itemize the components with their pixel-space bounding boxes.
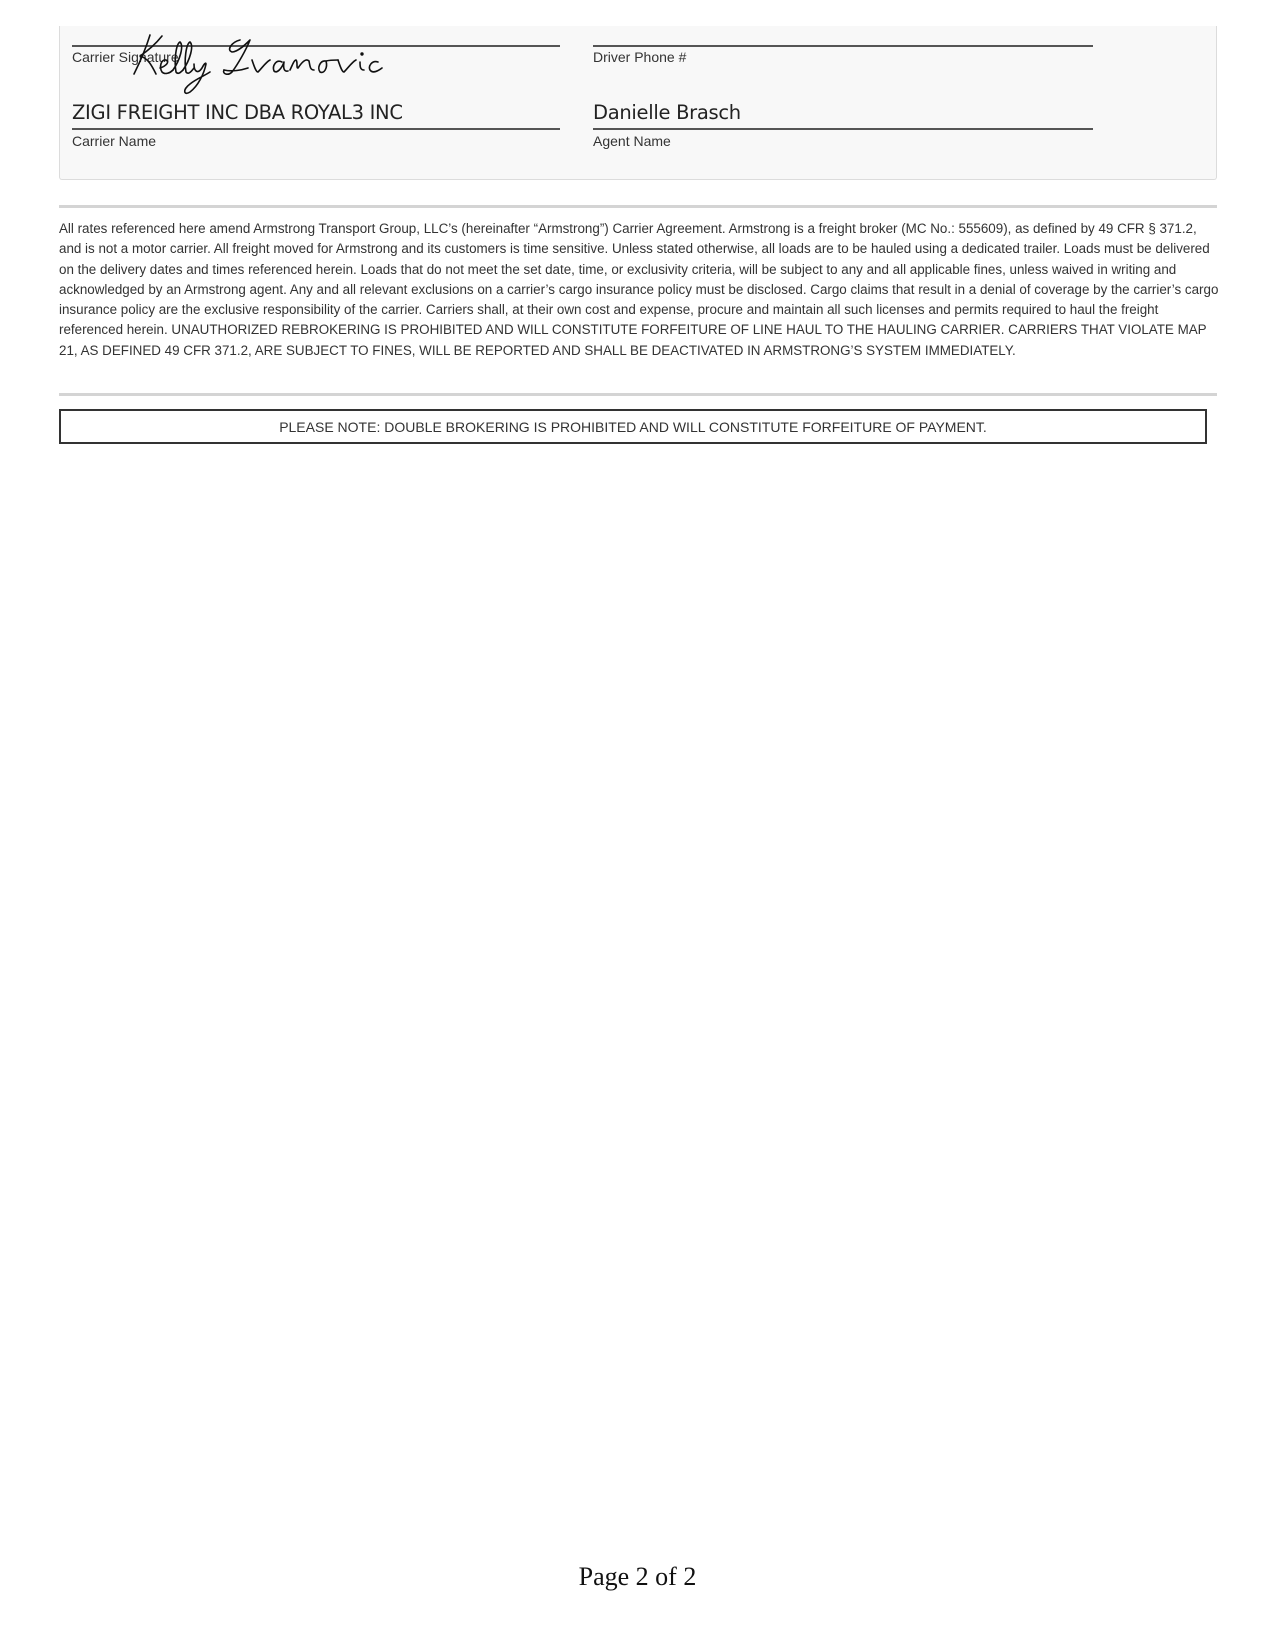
agent-name-value: Danielle Brasch (593, 101, 741, 124)
terms-top-divider (59, 205, 1217, 208)
agent-name-label: Agent Name (593, 133, 671, 149)
page-number: Page 2 of 2 (578, 1562, 697, 1591)
carrier-name-field[interactable] (72, 98, 560, 148)
carrier-name-label: Carrier Name (72, 133, 157, 149)
carrier-signature-image (128, 30, 388, 100)
driver-phone-field[interactable] (593, 26, 1093, 66)
agent-name-field[interactable] (593, 98, 1093, 148)
agent-name-line (593, 128, 1093, 130)
terms-bottom-divider (59, 393, 1217, 396)
carrier-name-line (72, 128, 560, 130)
terms-paragraph: All rates referenced here amend Armstrong Transport Group, LLC’s (hereinafter “Armstrong”) Carrier Agreement. Armstrong is a freight broker (MC No.: 555609), as defined by 49 CFR § 371.2, and is not a motor carrier. All freight moved for Armstrong and its customers is time sensitive. Unless stated otherwise, all loads are to be hauled using a dedicated trailer. Loads must be delivered on the delivery dates and times referenced herein. Loads that do not meet the set date, time, or exclusivity criteria, will be subject to any and all applicable fines, unless waived in writing and acknowledged by an Armstrong agent. Any and all relevant exclusions on a carrier’s cargo insurance policy must be disclosed. Cargo claims that result in a denial of coverage by the carrier’s cargo insurance policy are the exclusive responsibility of the carrier. Carriers shall, at their own cost and expense, procure and maintain all such licenses and permits required to haul the freight referenced herein. UNAUTHORIZED REBROKERING IS PROHIBITED AND WILL CONSTITUTE FORFEITURE OF LINE HAUL TO THE HAULING CARRIER. CARRIERS THAT VIOLATE MAP 21, AS DEFINED 49 CFR 371.2, ARE SUBJECT TO FINES, WILL BE REPORTED AND SHALL BE DEACTIVATED IN ARMSTRONG’S SYSTEM IMMEDIATELY. (59, 221, 1219, 358)
driver-phone-label: Driver Phone # (593, 49, 687, 65)
signature-panel (59, 26, 1217, 180)
notice-text: PLEASE NOTE: DOUBLE BROKERING IS PROHIBITED AND WILL CONSTITUTE FORFEITURE OF PAYMENT. (279, 418, 987, 435)
double-brokering-notice (59, 409, 1207, 444)
carrier-signature-label: Carrier Signature (72, 49, 179, 65)
driver-phone-line (593, 45, 1093, 47)
carrier-name-value: ZIGI FREIGHT INC DBA ROYAL3 INC (72, 101, 403, 124)
